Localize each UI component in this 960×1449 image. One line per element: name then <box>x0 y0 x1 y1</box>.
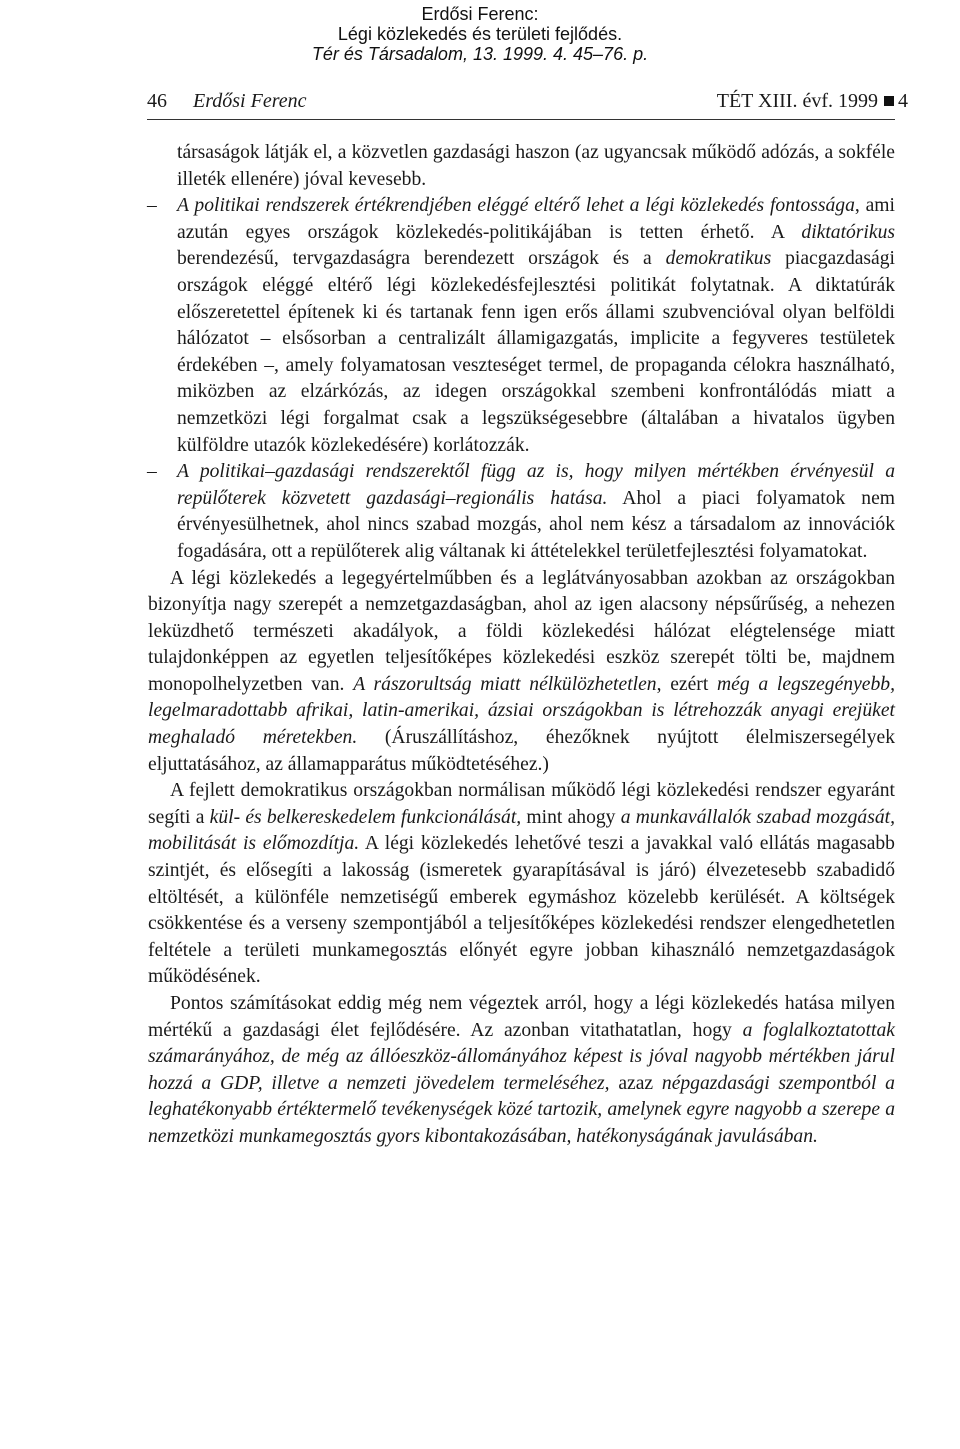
body-text: mint ahogy <box>521 806 621 828</box>
continued-text <box>177 140 895 193</box>
emphasis-text: diktatórikus <box>801 221 895 243</box>
page-number: 46 <box>147 90 167 112</box>
article-body <box>0 140 960 1151</box>
header-rule <box>147 119 895 120</box>
body-text: , ami azután egyes országok közlekedés-politikájában is tetten érhető. A <box>177 195 895 243</box>
emphasis-text: kül- és belkereskedelem funkcionálását, <box>209 806 522 828</box>
emphasis-text: demokratikus <box>665 248 772 270</box>
paragraph-gdp-impact <box>148 991 895 1151</box>
running-head-issue: 4 <box>898 90 908 112</box>
running-head-author: Erdősi Ferenc <box>193 90 307 112</box>
body-text: , ezért <box>656 673 718 695</box>
citation-author: Erdősi Ferenc: <box>421 4 539 24</box>
paragraph-developed-countries <box>148 778 895 991</box>
bullet-item-regional-effect <box>147 459 896 565</box>
body-text: berendezésű, tervgazdaságra berendezett országok és a <box>177 248 666 270</box>
emphasis-text: népgazdasági szempontból a leghatékonyabb értéktermelő tevékenységek közé tartozik, amelynek egyre nagyobb a szerepe a nemzetközi munkamegosztás gyors kibontakozásában, hatékonyságának javulásában. <box>148 1072 895 1147</box>
body-text: A fejlett demokratikus országokban normálisan működő légi közlekedési rendszer egyaránt segíti a <box>148 780 895 828</box>
bullet-dash: – <box>147 195 157 217</box>
continued-text-span: társaságok látják el, a közvetlen gazdasági haszon (az ugyancsak működő adózás, a sokféle illeték ellenére) jóval kevesebb. <box>177 142 895 190</box>
body-text: azaz <box>609 1072 662 1094</box>
paragraph-necessity <box>148 566 895 779</box>
emphasis-text: A rászorultság miatt nélkülözhetetlen <box>353 673 657 695</box>
citation-source: Tér és Társadalom, 13. 1999. 4. 45–76. p. <box>311 44 649 64</box>
emphasis-text: A politikai–gazdasági rendszerektől függ az is, hogy milyen mértékben érvényesül a repülőterek közvetett gazdasági–regionális hatása. <box>177 461 895 509</box>
emphasis-text: A politikai rendszerek értékrendjében eléggé eltérő lehet a légi közlekedés fontossága <box>177 195 855 217</box>
body-text: piacgazdasági országok eléggé eltérő légi közlekedésfejlesztési politikát folytatnak. A diktatúrák előszeretettel építenek ki és tartanak fenn igen erős állami szubvencióval olyan belföldi hálózatot – elsősorban a centralizált államigazgatás, implicite a fegyveres testületek érdekében –, amely folyamatosan veszteséget termel, de propaganda célokra használható, miközben az elzárkózás, az idegen országokkal szembeni konfrontálódás miatt a nemzetközi légi forgalmat csak a legszükségesebbre (általában a hivatalos ügyben külföldre utazók közlekedésére) korlátozzák. <box>177 248 895 456</box>
body-text: A légi közlekedés lehetővé teszi a javakkal való ellátás magasabb szintjét, és elősegíti a lakosság (ismeretek gyarapításával is járó) élvezetesebb szabadidő eltöltését, a különféle nemzetiségű emberek egymáshoz közelebb kerülését. A költségek csökkentése és a verseny szempontjából a teljesítőképes közlekedési rendszer elengedhetetlen feltétele a területi munkamegosztás előnyét egyre jobban kihasználó nemzetgazdaságok működésének. <box>148 833 895 988</box>
bullet-dash: – <box>147 461 157 483</box>
emphasis-text: a foglalkoztatottak számarányához, de még az állóeszköz-állományához képest is jóval nagyobb mértékben járul hozzá a GDP, illetve a nemzeti jövedelem termeléséhez, <box>148 1019 895 1094</box>
black-square-icon <box>884 96 894 106</box>
emphasis-text: a munkavállalók szabad mozgását, mobilitását is előmozdítja. <box>148 806 895 855</box>
body-text: Pontos számításokat eddig még nem végeztek arról, hogy a légi közlekedés hatása milyen mértékű a gazdasági élet fejlődésére. Az azonban vitathatatlan, hogy <box>148 993 895 1041</box>
body-text: Ahol a piaci folyamatok nem érvényesülhetnek, ahol nincs szabad mozgás, ahol nem kész a társadalom az innovációk fogadására, ott a repülőterek alig váltanak ki áttételekkel területfejlesztési folyamatokat. <box>177 487 896 562</box>
body-text: (Áruszállításhoz, éhezőknek nyújtott élelmiszersegélyek eljuttatásához, az államapparátus működtetéséhez.) <box>148 727 896 775</box>
running-head-journal: TÉT XIII. évf. 1999 <box>716 90 878 112</box>
body-text: A légi közlekedés a legegyértelműbben és a leglátványosabban azokban az országokban bizonyítja nagy szerepét a nemzetgazdaságban, ahol az igen alacsony népsűrűség, a nehezen leküzdhető természeti akadályok, a földi közlekedési hálózat elégtelensége miatt tulajdonképpen az egyetlen teljesítőképes közlekedési eszköz szerepét tölti be, majdnem monopolhelyzetben van. <box>148 567 895 695</box>
citation-header <box>0 4 960 64</box>
emphasis-text: még a legszegényebb, legelmaradottabb afrikai, latin-amerikai, ázsiai országokban is létrehozzák anyagi erejüket meghaladó méretekben. <box>148 673 895 749</box>
citation-title: Légi közlekedés és területi fejlődés. <box>337 24 623 44</box>
running-head <box>147 90 908 116</box>
bullet-item-political-systems <box>147 193 895 459</box>
